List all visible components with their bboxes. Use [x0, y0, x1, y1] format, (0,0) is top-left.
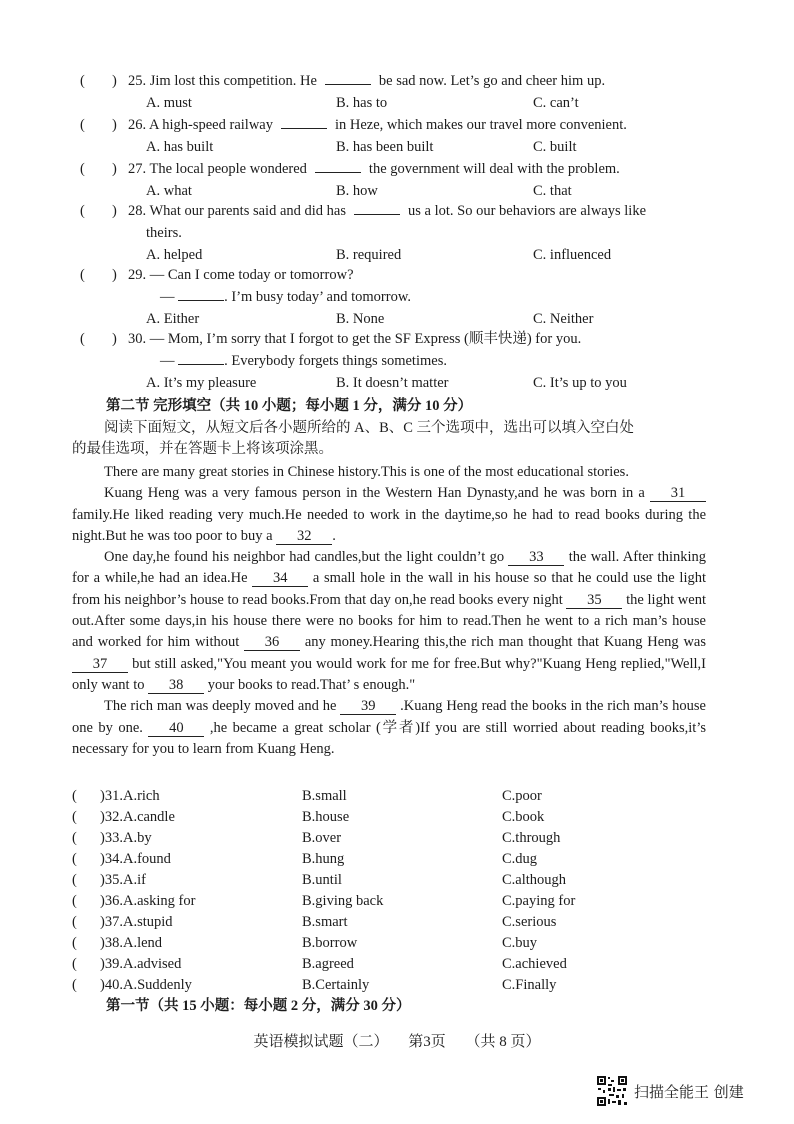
option-b: B. None — [336, 311, 385, 327]
paren-open: ( — [72, 809, 77, 825]
option-c: C.serious — [502, 914, 557, 930]
cloze-number: 31. — [104, 788, 123, 804]
cloze-number: 35. — [104, 872, 123, 888]
paren-close: ) — [100, 788, 105, 804]
paren-open: ( — [80, 161, 85, 177]
option-a: A. has built — [146, 139, 214, 155]
question-continuation — [160, 288, 411, 307]
question-number: 29. — [128, 267, 150, 283]
scanner-watermark — [596, 1073, 744, 1109]
cloze-number: 37. — [104, 914, 123, 930]
passage-para-3d: the light went out.After some days,in his house there were no books for him to read.Then he went to a rich man’s house and worked for him without — [72, 591, 706, 651]
option-a — [100, 870, 146, 891]
blank-37: 37 — [72, 656, 128, 673]
paren-close: ) — [100, 977, 105, 993]
option-a — [100, 933, 162, 954]
option-a-text: A.candle — [122, 809, 175, 825]
instruction-line-1: 阅读下面短文，从短文后各小题所给的 A、B、C 三个选项中，选出可以填入空白处 — [104, 420, 635, 436]
option-c: C. influenced — [533, 247, 612, 263]
option-a-text: A.found — [122, 851, 171, 867]
option-b: B.over — [302, 830, 342, 846]
option-b: B.house — [302, 809, 350, 825]
paren-open: ( — [72, 851, 77, 867]
paren-close: ) — [100, 809, 105, 825]
option-b: B.smart — [302, 914, 348, 930]
section2-heading: 第二节 完形填空（共 10 小题；每小题 1 分，满分 10 分） — [106, 398, 473, 414]
cloze-number: 39. — [104, 956, 123, 972]
passage-para-2c: . — [332, 527, 336, 544]
option-b: B. has been built — [336, 139, 434, 155]
blank-40: 40 — [148, 720, 204, 737]
paren-close: ) — [100, 914, 105, 930]
blank-32: 32 — [276, 528, 332, 545]
option-a: A. Either — [146, 311, 200, 327]
option-a: A. It’s my pleasure — [146, 375, 257, 391]
section2-instructions — [72, 418, 706, 461]
option-b: B.small — [302, 788, 347, 804]
blank-39: 39 — [340, 698, 396, 715]
option-b: B. has to — [336, 95, 388, 111]
paren-close: ) — [112, 267, 117, 283]
question-text-after: us a lot. So our behaviors are always like — [408, 203, 646, 219]
paren-close: ) — [112, 117, 117, 133]
cloze-number: 34. — [104, 851, 123, 867]
paren-close: ) — [112, 161, 117, 177]
option-a — [100, 954, 181, 975]
paren-open: ( — [72, 956, 77, 972]
option-c: C.Finally — [502, 977, 557, 993]
paren-close: ) — [100, 851, 105, 867]
question-number: 28. — [128, 203, 150, 219]
option-b: B.agreed — [302, 956, 354, 972]
instruction-line-2: 的最佳选项，并在答题卡上将该项涂黑。 — [72, 441, 333, 458]
paren-open: ( — [80, 331, 85, 347]
option-c: C.book — [502, 809, 545, 825]
option-c: C.through — [502, 830, 561, 846]
footer-title: 英语模拟试题（二） — [253, 1034, 389, 1050]
paren-open: ( — [80, 203, 85, 219]
question-stem — [128, 266, 354, 285]
option-b: B.borrow — [302, 935, 358, 951]
paren-open: ( — [72, 977, 77, 993]
passage-para-3c: a small hole in the wall in his house so that he could use the light from his neighbor’s house to read books.From that day on,he read books every night — [72, 570, 706, 608]
passage-para-4a: The rich man was deeply moved and he — [104, 698, 341, 715]
option-b: B.hung — [302, 851, 345, 867]
dash: — — [160, 289, 179, 305]
option-a: A. helped — [146, 247, 203, 263]
question-stem — [128, 330, 581, 349]
passage-para-3f: but still asked,"You meant you would work for me for free.But why?"Kuang Heng replied,"Well,I only want to — [72, 655, 706, 693]
paren-open: ( — [72, 914, 77, 930]
cloze-number: 33. — [104, 830, 123, 846]
blank-31: 31 — [650, 485, 706, 502]
blank-34: 34 — [252, 570, 308, 587]
option-a — [100, 828, 152, 849]
option-c: C. built — [533, 139, 577, 155]
paren-open: ( — [72, 830, 77, 846]
section1-heading: 第一节（共 15 小题：每小题 2 分，满分 30 分） — [106, 998, 411, 1014]
cloze-number: 38. — [104, 935, 123, 951]
answer-parentheses — [80, 266, 120, 285]
option-a-text: A.stupid — [122, 914, 173, 930]
footer-page: 第3页 — [408, 1034, 446, 1050]
paren-open: ( — [80, 117, 85, 133]
option-c: C.buy — [502, 935, 538, 951]
question-text: What our parents said and did has — [149, 203, 347, 219]
passage-para-4c: ,he became a great scholar (学者)If you are still worried about reading books,it’s necessary for you to learn from Kuang Heng. — [72, 719, 706, 757]
paren-open: ( — [72, 893, 77, 909]
question-number: 30. — [128, 331, 150, 347]
question-stem — [128, 116, 627, 135]
passage-para-1: There are many great stories in Chinese history.This is one of the most educational stories. — [104, 464, 629, 480]
blank-33: 33 — [508, 549, 564, 566]
question-text: — Mom, I’m sorry that I forgot to get the SF Express (顺丰快递) for you. — [149, 331, 582, 347]
answer-blank — [178, 352, 224, 365]
paren-open: ( — [80, 73, 85, 89]
answer-blank — [354, 202, 400, 215]
option-a — [100, 891, 195, 912]
option-a: A. must — [146, 95, 192, 111]
option-b: B.until — [302, 872, 342, 888]
paren-close: ) — [112, 73, 117, 89]
passage-para-2b: family.He liked reading very much.He needed to work in the daytime,so he had to read books during the night.But he was too poor to buy a — [72, 506, 706, 544]
cloze-number: 40. — [104, 977, 123, 993]
paren-open: ( — [72, 872, 77, 888]
dash: — — [160, 353, 179, 369]
passage-para-4b: .Kuang Heng read the books in the rich man’s house one by one. — [72, 698, 706, 736]
answer-blank — [315, 160, 361, 173]
paren-close: ) — [100, 956, 105, 972]
answer-parentheses — [80, 202, 120, 221]
question-text: A high-speed railway — [148, 117, 273, 133]
paren-open: ( — [80, 267, 85, 283]
option-c: C.achieved — [502, 956, 567, 972]
question-text-after: the government will deal with the problem. — [368, 161, 620, 177]
question-number: 27. — [128, 161, 150, 177]
question-continuation — [160, 352, 447, 371]
question-stem — [128, 160, 620, 179]
scanner-label: 扫描全能王 创建 — [634, 1082, 744, 1101]
option-a — [100, 849, 171, 870]
answer-parentheses — [80, 160, 120, 179]
question-continuation: theirs. — [146, 225, 182, 241]
question-number: 25. — [128, 73, 150, 89]
question-text-after: in Heze, which makes our travel more convenient. — [334, 117, 627, 133]
passage-para-3e: any money.Hearing this,the rich man thought that Kuang Heng was — [300, 634, 706, 651]
question-text: The local people wondered — [149, 161, 307, 177]
option-c: C.dug — [502, 851, 538, 867]
option-c: C. that — [533, 183, 572, 199]
option-c: C. can’t — [533, 95, 579, 111]
answer-blank — [178, 288, 224, 301]
blank-35: 35 — [566, 592, 622, 609]
cloze-number: 36. — [104, 893, 123, 909]
cloze-number: 32. — [104, 809, 123, 825]
option-a — [100, 807, 175, 828]
option-c: C. It’s up to you — [533, 375, 627, 391]
option-a — [100, 975, 192, 996]
qr-code-icon — [596, 1075, 628, 1107]
option-c: C. Neither — [533, 311, 594, 327]
option-a-text: A.lend — [122, 935, 163, 951]
blank-38: 38 — [148, 677, 204, 694]
question-number: 26. — [128, 117, 149, 133]
option-b: B.giving back — [302, 893, 384, 909]
answer-blank — [281, 116, 327, 129]
reply-text: . Everybody forgets things sometimes. — [224, 353, 447, 369]
option-a — [100, 912, 173, 933]
passage-para-2a: Kuang Heng was a very famous person in the Western Han Dynasty,and he was born in a — [104, 485, 645, 502]
paren-close: ) — [100, 830, 105, 846]
option-a-text: A.rich — [122, 788, 160, 804]
paren-close: ) — [100, 872, 105, 888]
option-c: C.poor — [502, 788, 542, 804]
option-a — [100, 786, 160, 807]
paren-open: ( — [72, 788, 77, 804]
option-c: C.although — [502, 872, 567, 888]
reply-text: . I’m busy today’ and tomorrow. — [224, 289, 411, 305]
option-c: C.paying for — [502, 893, 576, 909]
paren-close: ) — [112, 203, 117, 219]
answer-blank — [325, 72, 371, 85]
option-a-text: A.Suddenly — [122, 977, 192, 993]
question-stem — [128, 202, 646, 221]
passage-para-3a: One day,he found his neighbor had candles,but the light couldn’t go — [104, 549, 509, 566]
footer-total: （共 8 页） — [465, 1034, 541, 1050]
option-b: B.Certainly — [302, 977, 370, 993]
question-stem — [128, 72, 605, 91]
page-footer — [0, 1030, 794, 1051]
question-text: Jim lost this competition. He — [149, 73, 317, 89]
paren-close: ) — [100, 935, 105, 951]
answer-parentheses — [80, 116, 120, 135]
question-text: — Can I come today or tomorrow? — [149, 267, 354, 283]
blank-36: 36 — [244, 634, 300, 651]
option-a: A. what — [146, 183, 192, 199]
passage-para-3b: the wall. After thinking for a while,he had an idea.He — [72, 549, 707, 587]
paren-close: ) — [100, 893, 105, 909]
answer-parentheses — [80, 330, 120, 349]
option-a-text: A.asking for — [122, 893, 196, 909]
cloze-passage — [72, 462, 706, 760]
option-b: B. It doesn’t matter — [336, 375, 449, 391]
paren-close: ) — [112, 331, 117, 347]
paren-open: ( — [72, 935, 77, 951]
passage-para-3g: your books to read.That’ s enough." — [204, 676, 416, 693]
option-a-text: A.advised — [122, 956, 182, 972]
question-text-after: be sad now. Let’s go and cheer him up. — [378, 73, 606, 89]
option-b: B. required — [336, 247, 402, 263]
option-b: B. how — [336, 183, 378, 199]
option-a-text: A.if — [122, 872, 146, 888]
answer-parentheses — [80, 72, 120, 91]
option-a-text: A.by — [122, 830, 152, 846]
